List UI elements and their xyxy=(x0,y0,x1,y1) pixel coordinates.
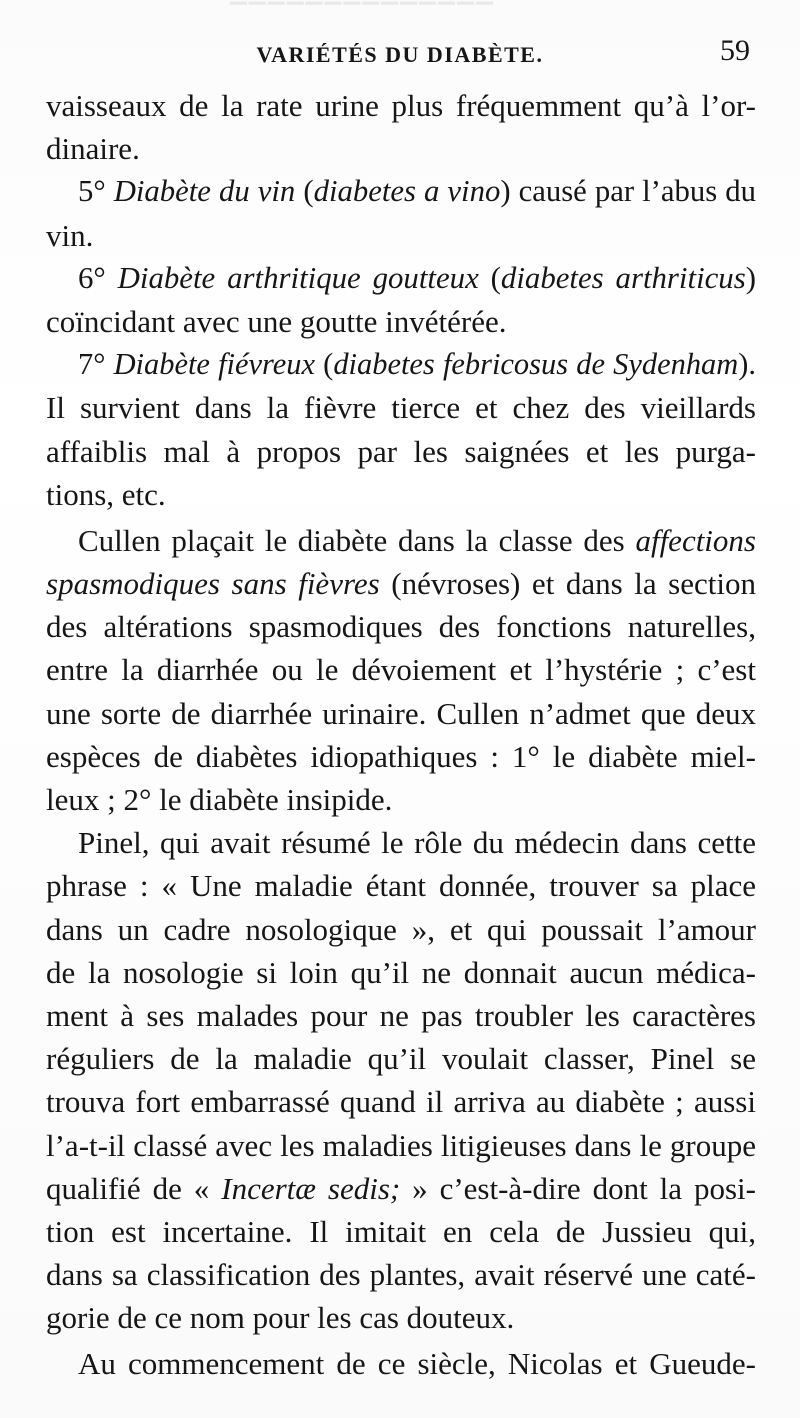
text-span: dans sa classification des plantes, avait réservé une caté- xyxy=(46,1257,756,1293)
text-line xyxy=(46,648,756,691)
text-span: ( xyxy=(478,260,501,295)
text-line xyxy=(46,951,756,994)
show-through-texture: ▔▔▔▔▔▔▔▔▔▔▔▔▔▔ xyxy=(230,2,495,27)
text-line xyxy=(46,127,756,170)
text-line xyxy=(46,994,756,1037)
italic-term: Diabète arthritique goutteux xyxy=(117,260,479,295)
text-span: ment à ses malades pour ne pas troubler les caractères xyxy=(46,997,756,1033)
italic-term: Diabète du vin xyxy=(113,174,296,209)
text-span: Au commencement de ce siècle, Nicolas et Gueude- xyxy=(78,1346,756,1382)
body-text xyxy=(46,84,756,1386)
text-span: une sorte de diarrhée urinaire. Cullen n’admet que deux xyxy=(46,695,756,731)
text-span: phrase : « Une maladie étant donnée, trouver sa place xyxy=(46,868,756,904)
text-span: coïncidant avec une goutte invétérée. xyxy=(46,303,507,339)
text-span: l’a-t-il classé avec les maladies litigieuses dans le groupe xyxy=(46,1127,756,1163)
text-span: leux ; 2° le diabète insipide. xyxy=(46,782,393,817)
text-span: » c’est-à-dire dont la posi- xyxy=(400,1170,756,1206)
text-line xyxy=(46,473,756,516)
text-line xyxy=(46,1342,756,1385)
text-span: ( xyxy=(315,347,334,382)
text-line xyxy=(46,1296,756,1339)
text-span: qualifié de « xyxy=(46,1170,222,1206)
text-line xyxy=(46,1253,756,1296)
text-span: vaisseaux de la rate urine plus fréquemment qu’à l’or- xyxy=(46,88,756,123)
text-line xyxy=(46,430,756,473)
page-header xyxy=(0,28,800,78)
text-span: tions, etc. xyxy=(46,476,166,512)
text-span: 5° xyxy=(78,174,114,209)
text-span: gorie de ce nom pour les cas douteux. xyxy=(46,1300,515,1336)
text-line xyxy=(46,605,756,648)
text-span: réguliers de la maladie qu’il voulait classer, Pinel se xyxy=(46,1041,756,1077)
text-line xyxy=(46,84,756,127)
text-span: vin. xyxy=(46,217,94,253)
text-span: 7° xyxy=(78,347,114,382)
italic-term: Diabète fiévreux xyxy=(113,347,315,382)
text-line xyxy=(46,300,756,343)
text-span: ) xyxy=(745,260,757,295)
text-line xyxy=(46,1167,756,1210)
text-span: des altérations spasmodiques des fonctions naturelles, xyxy=(46,609,756,645)
text-line xyxy=(46,170,756,213)
text-line xyxy=(46,735,756,778)
running-title: VARIÉTÉS DU DIABÈTE. xyxy=(256,42,544,67)
text-span: Pinel, qui avait résumé le rôle du médecin dans cette xyxy=(78,825,756,861)
text-line xyxy=(46,1124,756,1167)
text-span: Cullen plaçait le diabète dans la classe des xyxy=(78,522,636,558)
text-span: espèces de diabètes idiopathiques : 1° le diabète miel- xyxy=(46,738,756,774)
text-span: entre la diarrhée ou le dévoiement et l’hystérie ; c’est xyxy=(46,652,756,688)
text-line xyxy=(46,343,756,386)
text-span: ) causé par l’abus du xyxy=(500,174,756,209)
text-line xyxy=(46,519,756,562)
italic-term: diabetes a vino xyxy=(313,174,501,209)
text-span: de la nosologie si loin qu’il ne donnait aucun médica- xyxy=(46,954,756,990)
text-line xyxy=(46,821,756,864)
text-line xyxy=(46,1037,756,1080)
text-line xyxy=(46,214,756,257)
italic-term: Incertæ sedis; xyxy=(221,1170,401,1206)
italic-term: affections xyxy=(635,522,756,558)
text-span: dans un cadre nosologique », et qui poussait l’amour xyxy=(46,911,756,947)
text-line xyxy=(46,864,756,907)
page-number: 59 xyxy=(720,34,750,67)
italic-term: spasmodiques sans fièvres xyxy=(46,566,380,602)
text-span: 6° xyxy=(78,260,118,295)
italic-term: diabetes febricosus de Sydenham xyxy=(333,347,739,382)
text-span: (névroses) et dans la section xyxy=(379,566,756,602)
text-line xyxy=(46,257,756,300)
text-span: tion est incertaine. Il imitait en cela de Jussieu qui, xyxy=(46,1213,756,1249)
text-line xyxy=(46,1210,756,1253)
text-span: dinaire. xyxy=(46,131,140,167)
text-span: trouva fort embarrassé quand il arriva au diabète ; aussi xyxy=(46,1084,756,1120)
italic-term: diabetes arthriticus xyxy=(500,260,746,295)
text-line xyxy=(46,562,756,605)
text-line xyxy=(46,386,756,429)
text-span: ( xyxy=(295,174,314,209)
text-line xyxy=(46,1080,756,1123)
text-span: affaiblis mal à propos par les saignées et les purga- xyxy=(46,433,756,469)
text-span: ). xyxy=(738,347,756,382)
text-line xyxy=(46,778,756,821)
text-span: Il survient dans la fièvre tierce et chez des vieillards xyxy=(46,390,756,426)
text-line xyxy=(46,692,756,735)
text-line xyxy=(46,908,756,951)
